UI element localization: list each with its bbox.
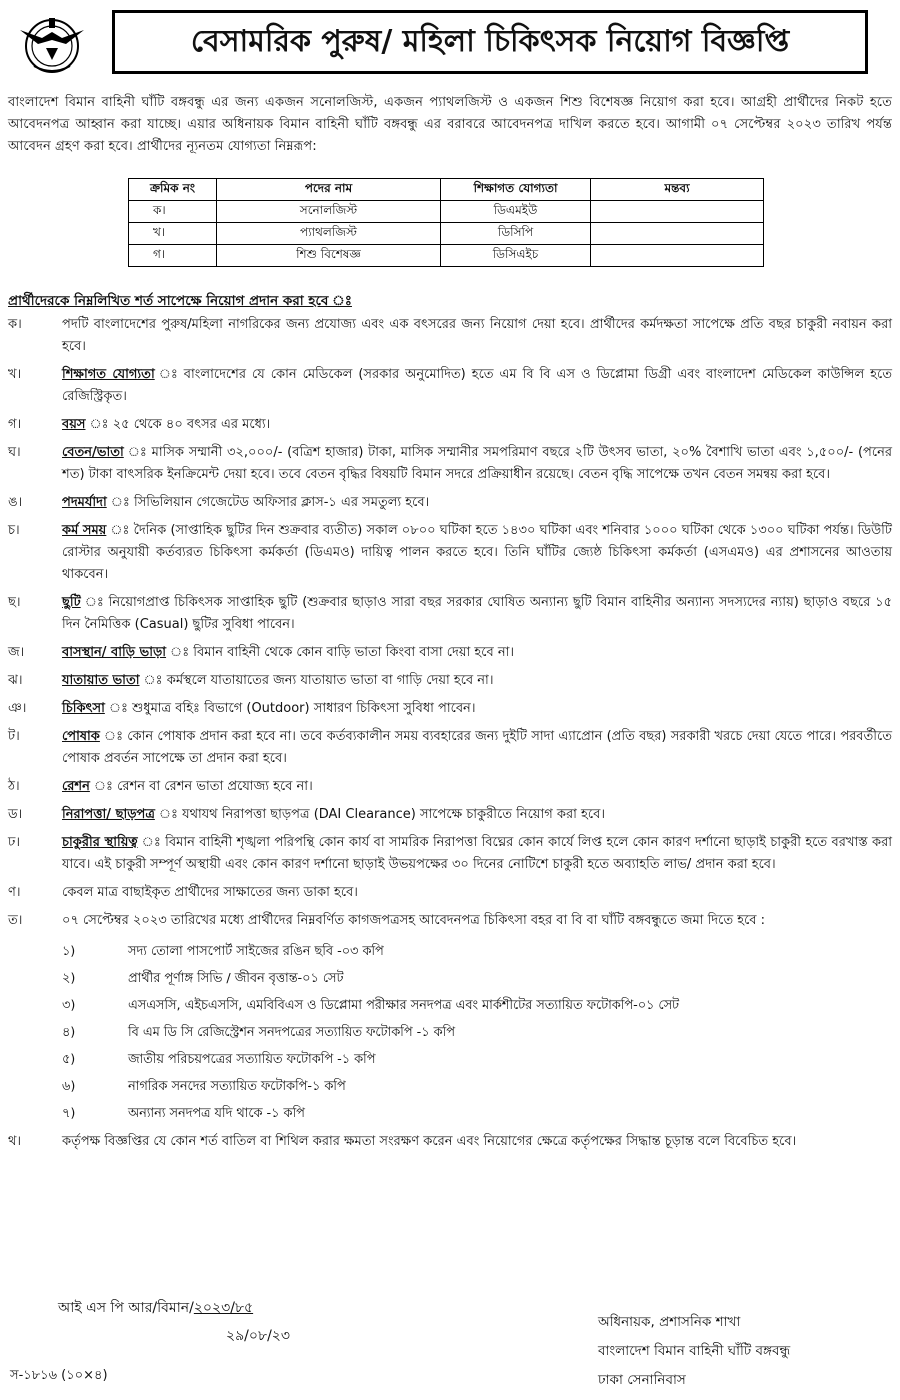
condition-item bbox=[8, 804, 892, 826]
condition-item bbox=[8, 670, 892, 692]
condition-text: ছুটি ঃ নিয়োগপ্রাপ্ত চিকিৎসক সাপ্তাহিক ছুটি (শুক্রবার ছাড়াও সারা বছর সরকার ঘোষিত অন্যান্য ছুটি বিমান বাহিনীর অন্যান্য সদস্যদের ন্যায়) ছাড়াও বছরে ১৫ দিন নৈমিত্তিক (Casual) ছুটির সুবিধা পাবেন। bbox=[62, 595, 892, 632]
signature-line: বাংলাদেশ বিমান বাহিনী ঘাঁটি বঙ্গবন্ধু bbox=[598, 1343, 791, 1359]
signature-line: ঢাকা সেনানিবাস bbox=[598, 1372, 686, 1388]
table-cell: ক। bbox=[129, 201, 217, 223]
condition-text: পদটি বাংলাদেশের পুরুষ/মহিলা নাগরিকের জন্য প্রযোজ্য এবং এক বৎসরের জন্য নিয়োগ দেয়া হবে। প্রার্থীদের কর্মদক্ষতা সাপেক্ষে প্রতি বছর চাকুরী নবায়ন করা হবে। bbox=[62, 317, 892, 354]
list-item: ২) প্রার্থীর পূর্ণাঙ্গ সিভি / জীবন বৃত্তান্ত-০১ সেট bbox=[62, 971, 344, 986]
table-row bbox=[129, 201, 764, 223]
column-header: ক্রমিক নং bbox=[129, 179, 217, 201]
condition-item bbox=[8, 592, 892, 636]
condition-marker: ঘ। bbox=[8, 445, 21, 460]
condition-text: চাকুরীর স্থায়িত্ব ঃ বিমান বাহিনী শৃঙ্খলা পরিপন্থি কোন কার্য বা সামরিক নিরাপত্তা বিঘ্নের কোন কার্যে লিপ্ত হলে কোন কারণ দর্শানো ছাড়াই চাকুরী হতে বরখাস্ত করা যাবে। এই চাকুরী সম্পূর্ণ অস্থায়ী এবং কোন কারণ দর্শানো ছাড়াই উভয়পক্ষের ৩০ দিনের নোটিশে চাকুরী হতে অব্যাহতি লাভ/ প্রদান করা হবে। bbox=[62, 835, 892, 872]
condition-text: কর্ম সময় ঃ দৈনিক (সাপ্তাহিক ছুটির দিন শুক্রবার ব্যতীত) সকাল ০৮০০ ঘটিকা হতে ১৪৩০ ঘটিকা এবং শনিবার ১০০০ ঘটিকা থেকে ১৩০০ ঘটিকা পর্যন্ত। ডিউটি রোস্টার অনুযায়ী কর্তব্যরত চিকিৎসা কর্মকর্তা (ডিএমও) দায়িত্ব পালন করতে হবে। তিনি ঘাঁটির জ্যেষ্ঠ চিকিৎসা কর্মকর্তা (এসএমও) এর প্রশাসনের আওতায় থাকবেন। bbox=[62, 523, 892, 582]
table-row bbox=[129, 245, 764, 267]
print-code: স-১৮১৬ (১০×৪) bbox=[10, 1368, 108, 1383]
list-item: ৪) বি এম ডি সি রেজিস্ট্রেশন সনদপত্রের সত্যায়িত ফটোকপি -১ কপি bbox=[62, 1025, 455, 1040]
intro-paragraph: বাংলাদেশ বিমান বাহিনী ঘাঁটি বঙ্গবন্ধু এর জন্য একজন সনোলজিস্ট, একজন প্যাথলজিস্ট ও একজন শিশু বিশেষজ্ঞ নিয়োগ করা হবে। আগ্রহী প্রার্থীদের নিকট হতে আবেদনপত্র আহ্বান করা যাচ্ছে। এয়ার অধিনায়ক বিমান বাহিনী ঘাঁটি বঙ্গবন্ধু এর বরাবরে আবেদনপত্র দাখিল করতে হবে। আগামী ০৭ সেপ্টেম্বর ২০২৩ তারিখ পর্যন্ত আবেদন গ্রহণ করা হবে। প্রার্থীদের ন্যূনতম যোগ্যতা নিম্নরূপ: bbox=[8, 95, 892, 154]
table-cell bbox=[591, 223, 764, 245]
table-row bbox=[129, 223, 764, 245]
condition-marker: ঝ। bbox=[8, 673, 23, 688]
list-item: ৬) নাগরিক সনদের সত্যায়িত ফটোকপি-১ কপি bbox=[62, 1079, 346, 1094]
condition-marker: ঢ। bbox=[8, 835, 21, 850]
condition-heading: পদমর্যাদা bbox=[62, 495, 107, 510]
condition-text: নিরাপত্তা/ ছাড়পত্র ঃ যথাযথ নিরাপত্তা ছাড়পত্র (DAI Clearance) সাপেক্ষে চাকুরীতে নিয়োগ করা হবে। bbox=[62, 807, 605, 822]
condition-item bbox=[8, 414, 892, 436]
table-cell: গ। bbox=[129, 245, 217, 267]
list-item: ৩) এসএসসি, এইচএসসি, এমবিবিএস ও ডিপ্লোমা পরীক্ষার সনদপত্র এবং মার্কশীটের সত্যায়িত ফটোকপি-০১ সেট bbox=[62, 998, 680, 1013]
condition-text: বেতন/ভাতা ঃ মাসিক সম্মানী ৩২,০০০/- (বত্রিশ হাজার) টাকা, মাসিক সম্মানীর সমপরিমাণ বছরে ২টি উৎসব ভাতা, ২০% বৈশাখি ভাতা এবং ১,৫০০/- (পনের শত) টাকা বাৎসরিক ইনক্রিমেন্ট দেয়া হবে। তবে বেতন বৃদ্ধির বিষয়টি বিমান সদরে প্রক্রিয়াধীন রয়েছে। বেতন বৃদ্ধি সাপেক্ষে তখন বেতন সমন্বয় করা হবে। bbox=[62, 445, 892, 482]
header bbox=[8, 0, 892, 86]
table-cell: প্যাথলজিস্ট bbox=[217, 223, 441, 245]
list-item: ৫) জাতীয় পরিচয়পত্রের সত্যায়িত ফটোকপি -১ কপি bbox=[62, 1052, 376, 1067]
condition-item bbox=[8, 520, 892, 586]
issue-date: ২৯/০৮/২৩ bbox=[226, 1328, 291, 1344]
condition-text: চিকিৎসা ঃ শুধুমাত্র বহিঃ বিভাগে (Outdoor) সাধারণ চিকিৎসা সুবিধা পাবেন। bbox=[62, 701, 476, 716]
condition-text: বয়স ঃ ২৫ থেকে ৪০ বৎসর এর মধ্যে। bbox=[62, 417, 271, 432]
condition-heading: যাতায়াত ভাতা bbox=[62, 673, 140, 688]
condition-item bbox=[8, 1131, 892, 1153]
condition-heading: চাকুরীর স্থায়িত্ব bbox=[62, 835, 138, 850]
condition-marker: ছ। bbox=[8, 595, 21, 610]
title-box bbox=[112, 10, 868, 74]
condition-marker: থ। bbox=[8, 1134, 22, 1149]
condition-text: শিক্ষাগত যোগ্যতা ঃ বাংলাদেশের যে কোন মেডিকেল (সরকার অনুমোদিত) হতে এম বি বি এস ও ডিপ্লোমা ডিগ্রী এবং বাংলাদেশ মেডিকেল কাউন্সিল হতে রেজিস্ট্রিকৃত। bbox=[62, 367, 892, 404]
table-cell: ডিএমইউ bbox=[441, 201, 591, 223]
condition-item bbox=[8, 364, 892, 408]
condition-text: যাতায়াত ভাতা ঃ কর্মস্থলে যাতায়াতের জন্য যাতায়াত ভাতা বা গাড়ি দেয়া হবে না। bbox=[62, 673, 494, 688]
condition-item bbox=[8, 314, 892, 358]
condition-marker: ঙ। bbox=[8, 495, 23, 510]
required-documents-list bbox=[62, 938, 892, 1127]
condition-item bbox=[8, 910, 892, 932]
condition-heading: বাসস্থান/ বাড়ি ভাড়া bbox=[62, 645, 167, 660]
condition-marker: খ। bbox=[8, 367, 22, 382]
condition-heading: শিক্ষাগত যোগ্যতা bbox=[62, 367, 155, 382]
table-cell bbox=[591, 245, 764, 267]
condition-text: বাসস্থান/ বাড়ি ভাড়া ঃ বিমান বাহিনী থেকে কোন বাড়ি ভাতা কিংবা বাসা দেয়া হবে না। bbox=[62, 645, 515, 660]
condition-marker: গ। bbox=[8, 417, 22, 432]
condition-text: কেবল মাত্র বাছাইকৃত প্রার্থীদের সাক্ষাতের জন্য ডাকা হবে। bbox=[62, 885, 358, 900]
table-cell: শিশু বিশেষজ্ঞ bbox=[217, 245, 441, 267]
condition-item bbox=[8, 492, 892, 514]
column-header: শিক্ষাগত যোগ্যতা bbox=[441, 179, 591, 201]
condition-marker: ট। bbox=[8, 729, 20, 744]
page-title: বেসামরিক পুরুষ/ মহিলা চিকিৎসক নিয়োগ বিজ্ঞপ্তি bbox=[190, 23, 790, 59]
condition-text: রেশন ঃ রেশন বা রেশন ভাতা প্রযোজ্য হবে না। bbox=[62, 779, 313, 794]
signature-line: অধিনায়ক, প্রশাসনিক শাখা bbox=[598, 1314, 741, 1330]
condition-heading: বেতন/ভাতা bbox=[62, 445, 124, 460]
condition-heading: রেশন bbox=[62, 779, 90, 794]
condition-heading: নিরাপত্তা/ ছাড়পত্র bbox=[62, 807, 155, 822]
condition-text: পদমর্যাদা ঃ সিভিলিয়ান গেজেটেড অফিসার ক্লাস-১ এর সমতুল্য হবে। bbox=[62, 495, 430, 510]
condition-marker: জ। bbox=[8, 645, 25, 660]
condition-marker: ঠ। bbox=[8, 779, 20, 794]
condition-marker: চ। bbox=[8, 523, 20, 538]
air-force-emblem-icon bbox=[16, 8, 88, 80]
condition-marker: ড। bbox=[8, 807, 23, 822]
condition-heading: বয়স bbox=[62, 417, 86, 432]
condition-item bbox=[8, 442, 892, 486]
condition-marker: ত। bbox=[8, 913, 23, 928]
condition-heading: ছুটি bbox=[62, 595, 81, 610]
table-cell: সনোলজিস্ট bbox=[217, 201, 441, 223]
condition-text: ০৭ সেপ্টেম্বর ২০২৩ তারিখের মধ্যে প্রার্থীদের নিম্নবর্ণিত কাগজপত্রসহ আবেদনপত্র চিকিৎসা বহর বা বি বা ঘাঁটি বঙ্গবন্ধুতে জমা দিতে হবে : bbox=[62, 913, 766, 928]
condition-item bbox=[8, 642, 892, 664]
table-header-row bbox=[129, 179, 764, 201]
condition-marker: ক। bbox=[8, 317, 22, 332]
column-header: মন্তব্য bbox=[591, 179, 764, 201]
table-cell bbox=[591, 201, 764, 223]
condition-item bbox=[8, 776, 892, 798]
table-cell: খ। bbox=[129, 223, 217, 245]
condition-marker: ণ। bbox=[8, 885, 21, 900]
table-cell: ডিসিপি bbox=[441, 223, 591, 245]
condition-text: পোষাক ঃ কোন পোষাক প্রদান করা হবে না। তবে কর্তব্যকালীন সময় ব্যবহারের জন্য দুইটি সাদা এ্যাপ্রোন (প্রতি বছর) সরকারী খরচে দেয়া যেতে পারে। পরবর্তীতে পোষাক প্রবর্তন সাপেক্ষে তা প্রদান করা হবে। bbox=[62, 729, 892, 766]
condition-heading: চিকিৎসা bbox=[62, 701, 105, 716]
condition-item bbox=[8, 726, 892, 770]
condition-heading: পোষাক bbox=[62, 729, 100, 744]
conditions-heading: প্রার্থীদেরকে নিম্নলিখিত শর্ত সাপেক্ষে নিয়োগ প্রদান করা হবে ঃ bbox=[8, 293, 352, 309]
table-cell: ডিসিএইচ bbox=[441, 245, 591, 267]
condition-text: কর্তৃপক্ষ বিজ্ঞপ্তির যে কোন শর্ত বাতিল বা শিথিল করার ক্ষমতা সংরক্ষণ করেন এবং নিয়োগের ক্ষেত্রে কর্তৃপক্ষের সিদ্ধান্ত চূড়ান্ত বলে বিবেচিত হবে। bbox=[62, 1134, 797, 1149]
list-item: ৭) অন্যান্য সনদপত্র যদি থাকে -১ কপি bbox=[62, 1106, 305, 1121]
condition-item bbox=[8, 698, 892, 720]
conditions-list bbox=[8, 314, 892, 1159]
list-item: ১) সদ্য তোলা পাসপোর্ট সাইজের রঙিন ছবি -০৩ কপি bbox=[62, 944, 384, 959]
posts-table bbox=[128, 178, 764, 267]
reference-number: আই এস পি আর/বিমান/২০২৩/৮৫ bbox=[58, 1300, 254, 1316]
signature-block bbox=[598, 1308, 790, 1395]
condition-marker: ঞ। bbox=[8, 701, 27, 716]
condition-item bbox=[8, 832, 892, 876]
column-header: পদের নাম bbox=[217, 179, 441, 201]
condition-heading: কর্ম সময় bbox=[62, 523, 107, 538]
condition-item bbox=[8, 882, 892, 904]
